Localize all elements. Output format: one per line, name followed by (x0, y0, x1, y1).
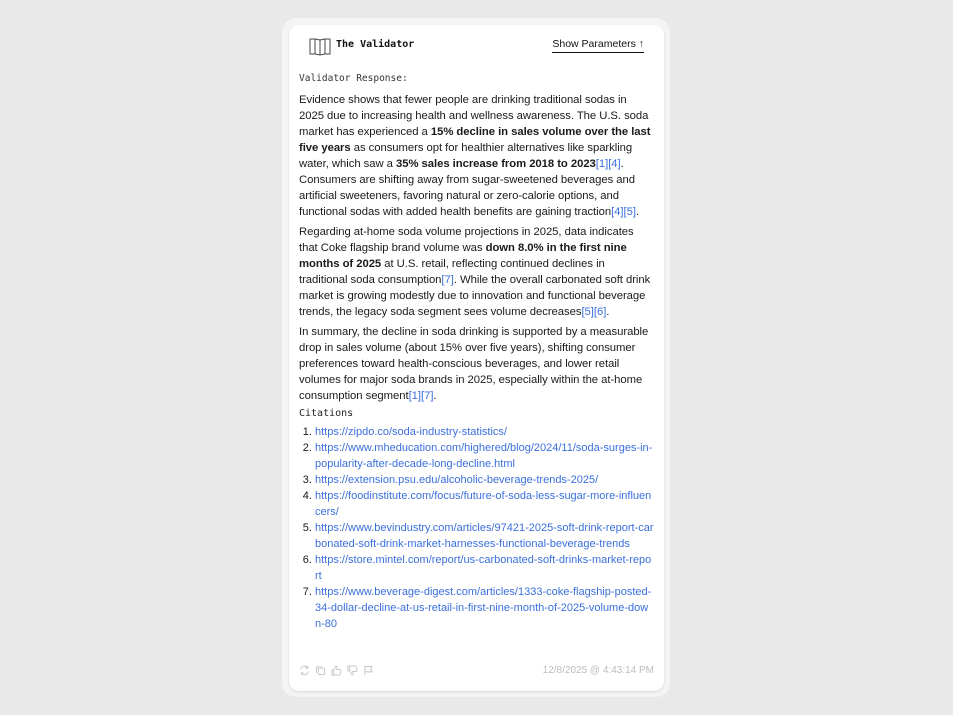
paragraph-2: Regarding at-home soda volume projections in 2025, data indicates that Coke flagship brand volume was down 8.0% in the first nine months of 2025 at U.S. retail, reflecting continued declines in traditional soda consumption[7]. While the overall carbonated soft drink market is growing modestly due to innovation and functional beverage trends, the legacy soda segment sees volume decreases[5][6]. (299, 226, 651, 318)
citation-ref[interactable]: [4] (611, 206, 624, 218)
response-label: Validator Response: (299, 73, 408, 84)
timestamp: 12/8/2025 @ 4:43:14 PM (542, 665, 654, 676)
thumbs-up-icon[interactable] (331, 665, 342, 676)
citation-link[interactable]: https://foodinstitute.com/focus/future-of-soda-less-sugar-more-influencers/ (315, 490, 652, 518)
citation-item (315, 584, 654, 632)
citation-item (315, 424, 654, 440)
copy-icon[interactable] (315, 665, 326, 676)
paragraph-3: In summary, the decline in soda drinking is supported by a measurable drop in sales volume (about 15% over five years), shifting consumer preferences toward health-conscious beverages, and lower retail volumes for major soda brands in 2025, especially within the at-home consumption segment[1][7]. (299, 326, 649, 402)
flag-icon[interactable] (363, 665, 374, 676)
citation-ref[interactable]: [6] (593, 306, 607, 318)
app-title: The Validator (336, 39, 415, 50)
card-header (299, 25, 654, 67)
citation-ref[interactable]: [1] (595, 158, 609, 170)
citation-ref[interactable]: [5] (623, 206, 636, 218)
citation-item (315, 472, 654, 488)
book-icon (309, 37, 331, 57)
card-footer (299, 665, 654, 679)
citations-heading: Citations (299, 408, 354, 419)
thumbs-down-icon[interactable] (347, 665, 358, 676)
citation-item (315, 440, 654, 472)
citation-ref[interactable]: [4] (608, 158, 621, 170)
citation-item (315, 520, 654, 552)
citation-item (315, 552, 654, 584)
citation-link[interactable]: https://www.beverage-digest.com/articles/1333-coke-flagship-posted-34-dollar-decline-at-us-retail-in-first-nine-month-of-2025-volume-down-80 (315, 586, 652, 630)
citation-link[interactable]: https://extension.psu.edu/alcoholic-beverage-trends-2025/ (315, 474, 599, 486)
show-parameters-button[interactable]: Show Parameters ↑ (552, 38, 644, 53)
validator-card (289, 25, 664, 691)
refresh-icon[interactable] (299, 665, 310, 676)
citation-link[interactable]: https://store.mintel.com/report/us-carbonated-soft-drinks-market-report (315, 554, 652, 582)
citation-ref[interactable]: [7] (441, 274, 454, 286)
citation-ref[interactable]: [1] (408, 390, 421, 402)
citation-ref[interactable]: [7] (421, 390, 434, 402)
citation-link[interactable]: https://www.bevindustry.com/articles/97421-2025-soft-drink-report-carbonated-soft-drink-market-harnesses-functional-beverage-trends (315, 522, 654, 550)
response-content (299, 92, 654, 632)
citation-ref[interactable]: [5] (581, 306, 594, 318)
citation-link[interactable]: https://www.mheducation.com/highered/blog/2024/11/soda-surges-in-popularity-after-decade-long-decline.html (315, 442, 653, 470)
citation-item (315, 488, 654, 520)
citation-link[interactable]: https://zipdo.co/soda-industry-statistics/ (315, 426, 507, 438)
paragraph-1: Evidence shows that fewer people are drinking traditional sodas in 2025 due to increasing health and wellness awareness. The U.S. soda market has experienced a 15% decline in sales volume over the last five years as consumers opt for healthier alternatives like sparkling water, which saw a 35% sales increase from 2018 to 2023[1][4]. Consumers are shifting away from sugar-sweetened beverages and artificial sweeteners, favoring natural or zero-calorie options, and functional sodas with added health benefits are gaining traction[4][5]. (299, 94, 651, 218)
action-icons (299, 665, 374, 676)
citations-list (299, 424, 654, 632)
